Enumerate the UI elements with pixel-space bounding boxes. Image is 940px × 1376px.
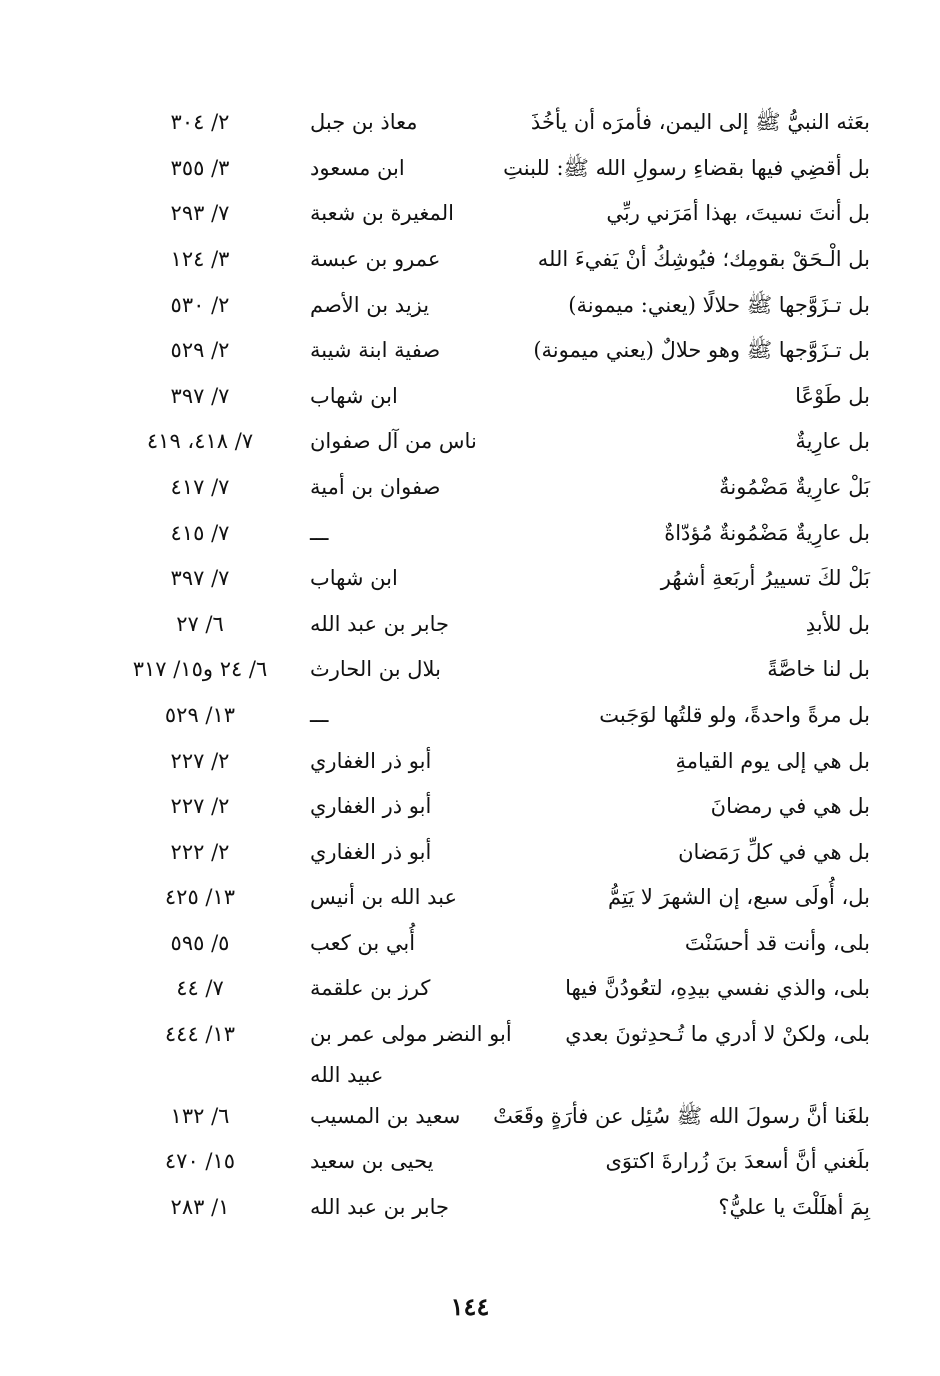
narrator: أبو ذر الغفاري [310, 748, 432, 773]
volume-page-ref: ٥/ ٥٩٥ [170, 930, 230, 955]
hadith-text: بل طَوْعًا [795, 383, 870, 408]
table-row [90, 282, 870, 328]
volume-page-ref: ٧/ ٤٤ [176, 976, 224, 1001]
hadith-text: بلَغني أنَّ أسعدَ بنَ زُرارةَ اكتوَى [605, 1149, 870, 1174]
narrator: عبد الله بن أنيس [310, 885, 457, 910]
narrator: ناس من آل صفوان [310, 429, 477, 454]
narrator: ـــ [310, 702, 329, 727]
table-row [90, 693, 870, 739]
narrator: أبو ذر الغفاري [310, 839, 432, 864]
table-row [90, 419, 870, 465]
hadith-text: بلى، والذي نفسي بيدِهِ، لتعُودُنَّ فيها [565, 976, 870, 1001]
page-number: ١٤٤ [450, 1292, 490, 1321]
narrator: أبو النضر مولى عمر بن [310, 1022, 512, 1047]
hadith-text: بل أقضِي فيها بقضاءِ رسولِ الله ﷺ: للبنتِ [503, 155, 870, 180]
volume-page-ref: ٧/ ٤١٧ [170, 474, 230, 499]
narrator: صفوان بن أمية [310, 474, 441, 499]
table-row [90, 146, 870, 192]
volume-page-ref: ٢/ ٢٢٧ [170, 794, 230, 819]
volume-page-ref: ١٥/ ٤٧٠ [164, 1149, 236, 1174]
hadith-text: بلى، ولكنْ لا أدري ما تُـحدِثونَ بعدي [565, 1022, 870, 1047]
table-row [90, 328, 870, 374]
narrator: كرز بن علقمة [310, 976, 431, 1001]
table-row [90, 875, 870, 921]
table-row [90, 921, 870, 967]
narrator: عمرو بن عبسة [310, 246, 441, 271]
table-row [90, 830, 870, 876]
table-row [90, 374, 870, 420]
volume-page-ref: ١٣/ ٤٤٤ [164, 1022, 236, 1047]
narrator: بلال بن الحارث [310, 657, 441, 682]
table-row [90, 237, 870, 283]
volume-page-ref: ٧/ ٣٩٧ [170, 383, 230, 408]
volume-page-ref: ٣/ ١٢٤ [170, 246, 230, 271]
volume-page-ref: ٦/ ٢٧ [176, 611, 224, 636]
table-row-continuation [90, 1057, 870, 1093]
volume-page-ref: ٧/ ٤١٨، ٤١٩ [146, 429, 254, 454]
hadith-text: بَلْ عارِيةٌ مَضْمُونةٌ [719, 474, 870, 499]
narrator: معاذ بن جبل [310, 110, 418, 135]
narrator: ابن مسعود [310, 155, 405, 180]
volume-page-ref: ٧/ ٣٩٧ [170, 566, 230, 591]
hadith-text: بل مرةً واحدةً، ولو قلتُها لوَجَبت [599, 702, 870, 727]
volume-page-ref: ٢/ ٥٣٠ [170, 292, 230, 317]
volume-page-ref: ١٣/ ٤٢٥ [164, 885, 236, 910]
hadith-text: بل هي في رمضانَ [710, 794, 870, 819]
table-row [90, 966, 870, 1012]
volume-page-ref: ١٣/ ٥٢٩ [164, 702, 236, 727]
table-row [90, 510, 870, 556]
table-row [90, 1093, 870, 1139]
volume-page-ref: ٦/ ١٣٢ [170, 1103, 230, 1128]
hadith-text: بل للأبدِ [805, 611, 870, 636]
narrator: أُبي بن كعب [310, 930, 416, 955]
hadith-text: بلغَنا أنَّ رسولَ الله ﷺ سُئِل عن فأرَةٍ وقَعَتْ [493, 1103, 870, 1128]
hadith-text: بل هي إلى يوم القيامةِ [675, 748, 870, 773]
hadith-text: بل، أُولَى سبع، إن الشهرَ لا يَتِمُّ [608, 885, 870, 910]
volume-page-ref: ١/ ٢٨٣ [170, 1194, 230, 1219]
hadith-text: بل تـزَوَّجها ﷺ وهو حلالٌ (يعني ميمونة) [533, 338, 870, 363]
narrator: عبيد الله [310, 1062, 384, 1087]
hadith-text: بل أنتَ نسيتَ، بهذا أمَرَني ربِّي [606, 201, 870, 226]
hadith-text: بل هي في كلِّ رَمَضان [678, 839, 870, 864]
narrator: صفية ابنة شيبة [310, 338, 441, 363]
table-row [90, 1139, 870, 1185]
table-row [90, 602, 870, 648]
table-row [90, 647, 870, 693]
volume-page-ref: ٣/ ٣٥٥ [170, 155, 230, 180]
volume-page-ref: ٧/ ٢٩٣ [170, 201, 230, 226]
hadith-index-table [90, 100, 870, 1230]
volume-page-ref: ٢/ ٣٠٤ [170, 110, 230, 135]
hadith-text: بل لنا خاصَّةً [767, 657, 870, 682]
table-row [90, 100, 870, 146]
volume-page-ref: ٢/ ٥٢٩ [170, 338, 230, 363]
hadith-text: بل تـزَوَّجها ﷺ حلالًا (يعني: ميمونة) [568, 292, 870, 317]
narrator: جابر بن عبد الله [310, 1194, 450, 1219]
narrator: ابن شهاب [310, 566, 398, 591]
hadith-text: بل الْـحَقْ بقومِك؛ فيُوشِكُ أنْ يَفيءَ الله [537, 246, 870, 271]
hadith-text: بلى، وأنت قد أحسَنْتَ [684, 930, 870, 955]
hadith-text: بل عارِيةٌ [795, 429, 870, 454]
hadith-text: بِمَ أهلَلْتَ يا عليُّ؟ [718, 1194, 870, 1219]
table-row [90, 784, 870, 830]
table-row [90, 465, 870, 511]
narrator: جابر بن عبد الله [310, 611, 450, 636]
table-row [90, 191, 870, 237]
hadith-text: بَلْ لكَ تسييرُ أربَعةِ أشهُر [660, 566, 870, 591]
volume-page-ref: ٢/ ٢٢٢ [170, 839, 230, 864]
table-row [90, 1012, 870, 1058]
narrator: ـــ [310, 520, 329, 545]
narrator: أبو ذر الغفاري [310, 794, 432, 819]
narrator: ابن شهاب [310, 383, 398, 408]
narrator: يزيد بن الأصم [310, 292, 430, 317]
table-row [90, 738, 870, 784]
hadith-text: بل عارِيةٌ مَضْمُونةٌ مُؤدّاةٌ [664, 520, 870, 545]
table-row [90, 1185, 870, 1231]
volume-page-ref: ٢/ ٢٢٧ [170, 748, 230, 773]
hadith-text: بعَثه النبيُّ ﷺ إلى اليمن، فأمرَه أن يأخُذَ [530, 110, 870, 135]
narrator: المغيرة بن شعبة [310, 201, 454, 226]
narrator: سعيد بن المسيب [310, 1103, 461, 1128]
volume-page-ref: ٦/ ٢٤ و١٥/ ٣١٧ [132, 657, 268, 682]
table-row [90, 556, 870, 602]
volume-page-ref: ٧/ ٤١٥ [170, 520, 230, 545]
narrator: يحيى بن سعيد [310, 1149, 434, 1174]
